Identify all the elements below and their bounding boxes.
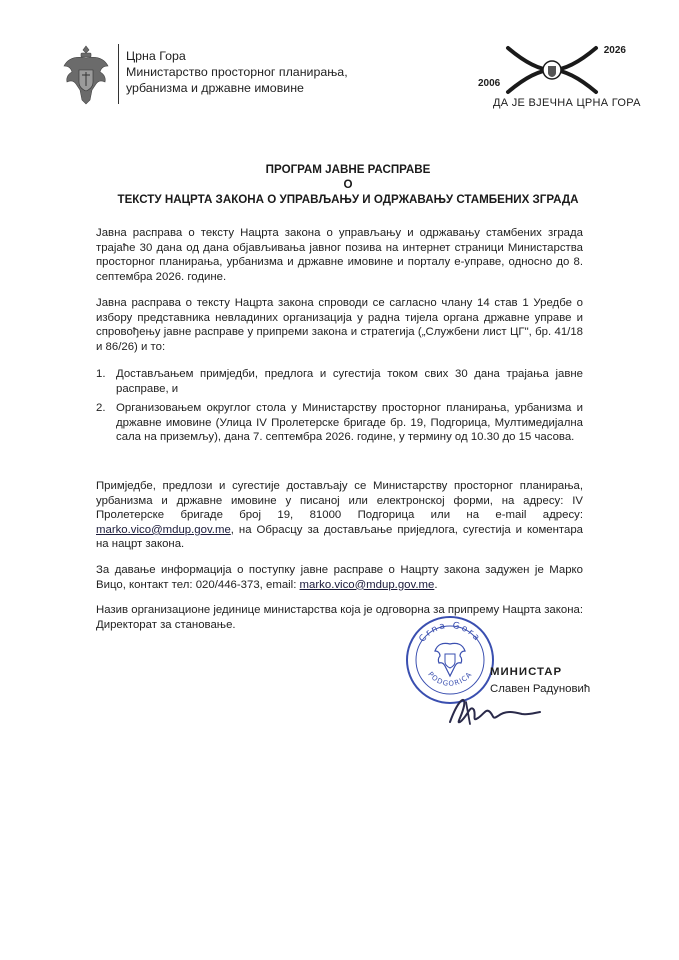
country-name: Црна Гора xyxy=(126,49,186,63)
stamp-inner-text: PODGORICA xyxy=(426,670,474,688)
ministry-line-1: Министарство просторног планирања, xyxy=(126,65,348,79)
list-item-text: Организовањем округлог стола у Министарству просторног планирања, урбанизма и државне имовине (Улица IV Пролетерске бригаде бр. 19, Подгорица, Мултимедијална сала на приземљу), дана 7. септембра 2026. године, у термину од 10.30 до 15 часова. xyxy=(116,402,583,444)
jubilee-logo xyxy=(478,40,641,112)
list-item xyxy=(96,367,583,396)
coat-of-arms-icon xyxy=(62,44,110,106)
paragraph-duration: Јавна расправа о тексту Нацрта закона о управљању и одржавању стамбених зграда трајаће 30 дана од дана објављивања јавног позива на интернет страници Министарства просторног планирања, урбанизма и државне имовине и порталу е-управе, односно до 8. септембра 2026. године. xyxy=(96,227,583,283)
jubilee-year-start: 2006 xyxy=(478,78,501,89)
email-link[interactable]: marko.vico@mdup.gov.me xyxy=(96,523,231,536)
ministry-name xyxy=(126,48,348,96)
list-item-number: 1. xyxy=(96,368,106,380)
signatory-name: Славен Радуновић xyxy=(490,683,591,695)
jubilee-slogan: ДА ЈЕ ВЈЕЧНА ЦРНА ГОРА xyxy=(493,97,641,109)
document-title-line-1: ПРОГРАМ ЈАВНЕ РАСПРАВЕ xyxy=(265,163,431,176)
contact-text-a: За давање информација о поступку јавне расправе о Нацрту закона задужен је Марко Вицо, контакт тел: 020/446-373, email: xyxy=(96,564,583,591)
ministry-line-2: урбанизма и државне имовине xyxy=(126,81,304,95)
handwritten-signature-icon xyxy=(440,692,550,728)
paragraph-legal-basis: Јавна расправа о тексту Нацрта закона спроводи се сагласно члану 14 став 1 Уредбе о избору представника невладиних организација у радна тијела органа државне управе и спровођењу јавне расправе у припреми закона и стратегија („Службени лист ЦГ", бр. 41/18 и 86/26) и то: xyxy=(96,297,583,353)
svg-text:PODGORICA xyxy=(426,670,474,688)
document-title-line-3: ТЕКСТУ НАЦРТА ЗАКОНА О УПРАВЉАЊУ И ОДРЖАВАЊУ СТАМБЕНИХ ЗГРАДА xyxy=(117,193,579,206)
email-link[interactable]: marko.vico@mdup.gov.me xyxy=(299,578,435,591)
signatory-title: МИНИСТАР xyxy=(490,666,563,678)
paragraph-submission xyxy=(96,479,583,552)
paragraph-contact xyxy=(96,563,583,592)
jubilee-xx-icon xyxy=(504,44,600,96)
list-item-number: 2. xyxy=(96,402,106,414)
contact-text-b: . xyxy=(434,578,438,591)
list-item-text: Достављањем примједби, предлога и сугестија током свих 30 дана трајања јавне расправе, и xyxy=(116,368,583,395)
paragraph-responsible-unit: Назив организационе јединице министарства која је одговорна за припрему Нацрта закона: Директорат за становање. xyxy=(96,604,583,631)
submission-text-a: Примједбе, предлози и сугестије достављају се Министарству просторног планирања, урбанизма и државне имовине у писаној или електронској форми, на адресу: IV Пролетерске бригаде број 19, 81000 Подгорица или на e-mail адресу: xyxy=(96,480,583,522)
list-item xyxy=(96,401,583,445)
document-title-line-2: О xyxy=(343,178,353,191)
submission-text-b: , на Обрасцу за достављање приједлога, сугестија и коментара на нацрт закона. xyxy=(96,523,583,551)
header-divider xyxy=(118,44,119,104)
jubilee-year-end: 2026 xyxy=(603,45,626,56)
stamp-outer-text: Crna Gora xyxy=(417,620,483,645)
